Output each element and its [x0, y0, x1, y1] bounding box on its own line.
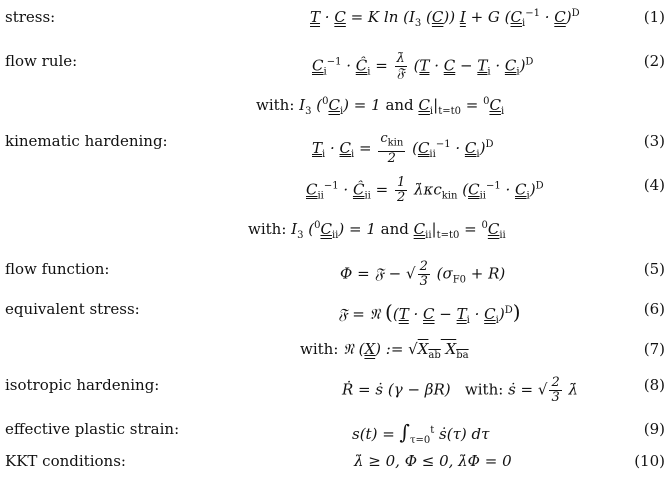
equation-number: (6) [643, 300, 665, 318]
equation-row-4b [0, 220, 671, 250]
equation-stress: T · C = K $\ln (I_3$ (C)) I + G $(C_i^{-1} \cdot C)^D$ [310, 8, 580, 29]
equation-flow-function: Φ = 𝔉 − √ $\frac{2}{3}$ $(\sigma_{F0} + R)$ [340, 259, 506, 289]
equation-kkt-conditions: λ̇ ≥ 0, Φ ≤ 0, λ̇Φ = 0 [354, 452, 512, 470]
equation-number: (2) [643, 52, 665, 70]
equation-kinematic-evolution: $C_{ii}^{-1}$ · $Ĉ_{ii}$ = $\frac{1}{2}$ $\lambdȧ\kappa c_{kin}$ $(C_{ii}^{-1} \cdot C_i)^D$ [306, 175, 544, 205]
equation-number: (8) [643, 376, 665, 394]
equation-effective-plastic-strain: $s(t) = \int_{\tau=0}^t$ ṡ(τ) dτ [352, 420, 490, 446]
equation-norm-definition: with: 𝔑 (X) := $√X_{ab}$ $X_{ba}$ [300, 340, 469, 361]
equation-label: kinematic hardening: [5, 132, 168, 150]
equation-flow-rule: $C_i^{-1}$ · $Ĉ_i$ = $\frac{\lambdȧ}{\text{𝔉}}$ $(T \cdot C - T_i \cdot C_i)^D$ [312, 51, 534, 81]
equation-flow-rule-condition: with: $I_3$ $(^0C_i) = 1$ and $C_i|_{t=t0} = ^0C_i$ [256, 96, 505, 117]
equation-row-1 [0, 8, 671, 38]
equation-label: isotropic hardening: [5, 376, 160, 394]
equation-row-8 [0, 376, 671, 406]
equation-row-4 [0, 176, 671, 206]
equation-row-6 [0, 300, 671, 330]
equation-row-10 [0, 452, 671, 482]
equation-number: (5) [643, 260, 665, 278]
equation-row-5 [0, 260, 671, 290]
equation-equivalent-stress: 𝔉 = 𝔑 $((T \cdot C - T_i \cdot C_i)^D)$ [338, 300, 521, 326]
equation-label: KKT conditions: [5, 452, 126, 470]
equation-number: (3) [643, 132, 665, 150]
equation-kinematic-condition: with: $I_3$ $(^0C_{ii}) = 1$ and $C_{ii}|_{t=t0} = ^0C_{ii}$ [248, 220, 506, 241]
equation-number: (9) [643, 420, 665, 438]
equation-isotropic-hardening: Ṙ = ṡ (γ − βR) with: ṡ = √ $\frac{2}{3}$ λ̇ [342, 375, 579, 405]
equation-label: flow function: [5, 260, 110, 278]
equation-number: (10) [634, 452, 665, 470]
equation-row-3 [0, 131, 671, 166]
equation-label: flow rule: [5, 52, 78, 70]
equation-label: effective plastic strain: [5, 420, 180, 438]
equation-row-7 [0, 340, 671, 370]
equation-label: equivalent stress: [5, 300, 140, 318]
equation-number: (4) [643, 176, 665, 194]
equation-label: stress: [5, 8, 56, 26]
equation-row-9 [0, 420, 671, 450]
equation-number: (1) [643, 8, 665, 26]
equation-row-2b [0, 96, 671, 126]
equation-number: (7) [643, 340, 665, 358]
equation-row-2 [0, 52, 671, 82]
equation-kinematic-hardening: $T_i \cdot C_i$ = $\frac{c_{kin}}{2}$ $(C_{ii}^{-1} \cdot C_i)^D$ [312, 131, 494, 166]
